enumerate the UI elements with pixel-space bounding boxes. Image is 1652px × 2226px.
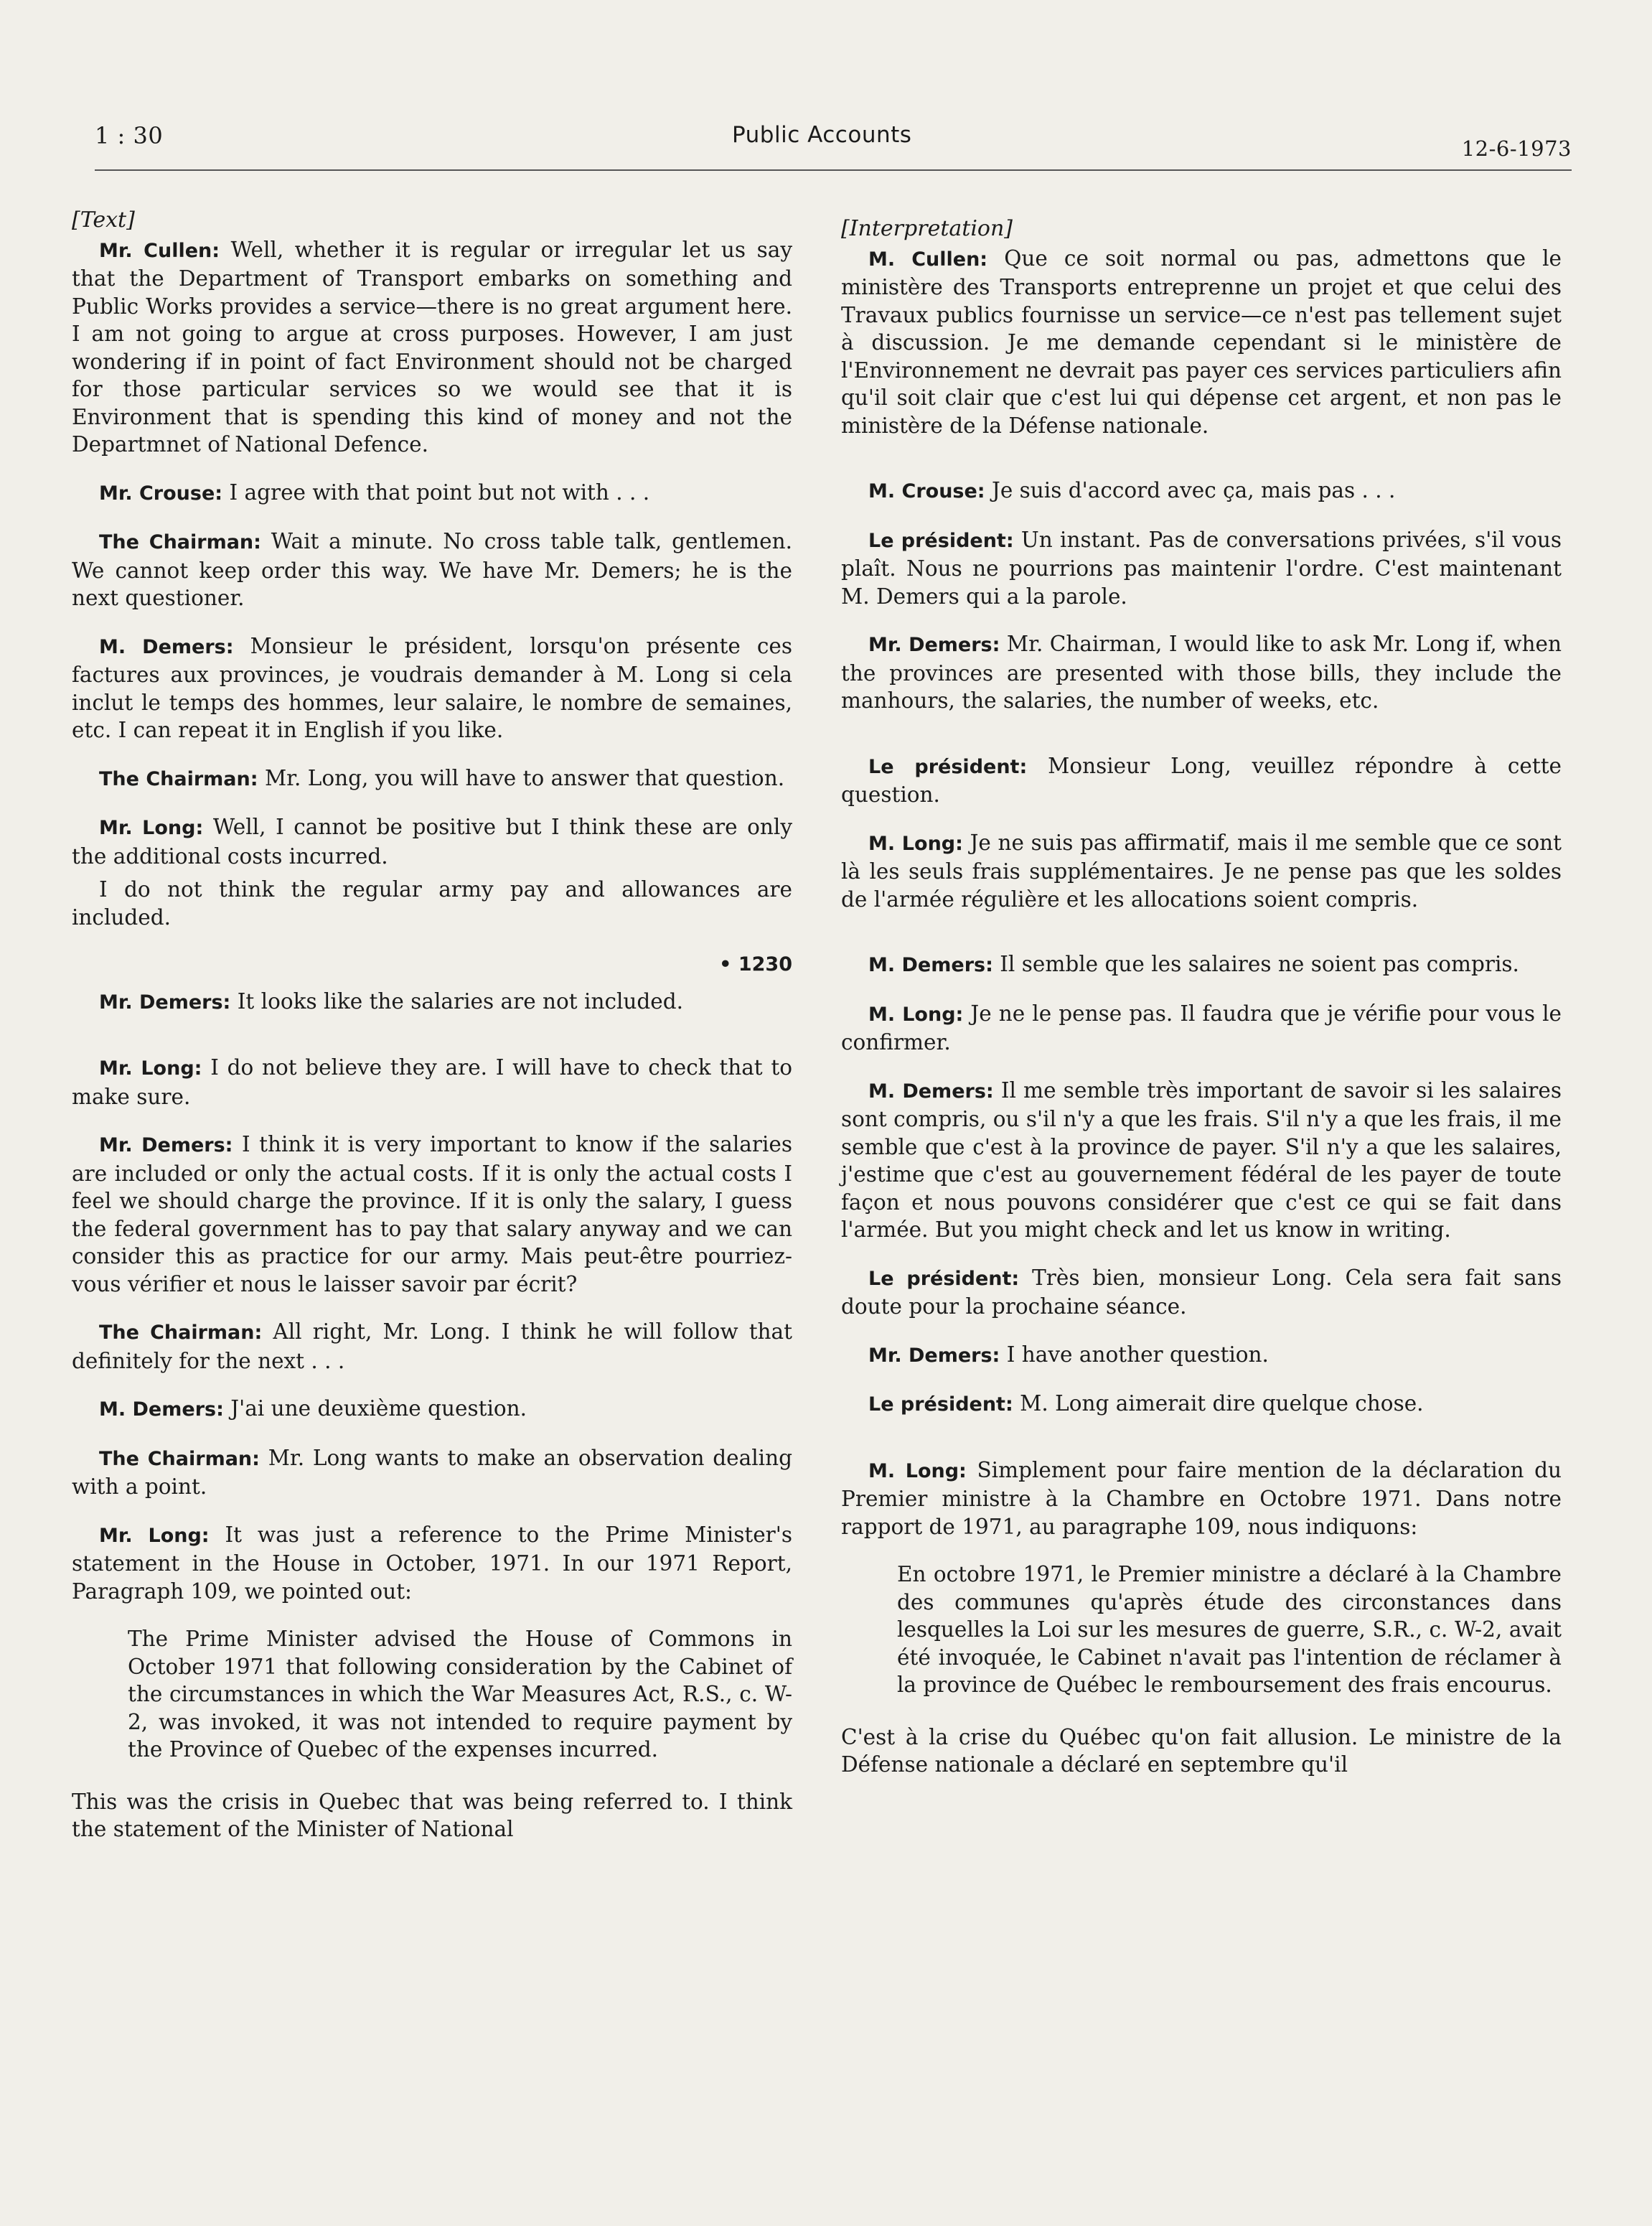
speech-paragraph xyxy=(72,1444,792,1501)
speech-paragraph xyxy=(72,236,792,459)
speech-paragraph xyxy=(841,1264,1562,1321)
speaker-name: M. Demers: xyxy=(99,635,234,658)
speech-text: Mr. Long wants to make an observation dealing with a point. xyxy=(72,1445,792,1499)
speech-text: I do not think the regular army pay and allowances are included. xyxy=(72,877,792,930)
speech-text: I do not believe they are. I will have to check that to make sure. xyxy=(72,1055,792,1109)
speech-paragraph xyxy=(72,1054,792,1110)
speaker-name: M. Long: xyxy=(868,1459,967,1482)
speech-paragraph xyxy=(72,1318,792,1375)
speech-text: Il semble que les salaires ne soient pas compris. xyxy=(1000,952,1519,976)
speaker-name: Mr. Long: xyxy=(99,1057,202,1080)
speech-text: It looks like the salaries are not included. xyxy=(237,988,684,1014)
speech-paragraph xyxy=(841,1456,1562,1541)
speaker-name: Mr. Demers: xyxy=(868,1344,1000,1367)
speaker-name: Le président: xyxy=(868,529,1014,552)
speech-text: I have another question. xyxy=(1006,1342,1269,1367)
speech-paragraph xyxy=(72,1395,792,1424)
speech-paragraph xyxy=(841,950,1562,980)
speech-text: Simplement pour faire mention de la déclaration du Premier ministre à la Chambre en Octobre 1971. Dans notre rapport de 1971, au paragraphe 109, nous indiquons: xyxy=(841,1457,1562,1539)
speech-text: Que ce soit normal ou pas, admettons que le ministère des Transports entreprenne un projet et que celui des Travaux publics fournisse un service—ce n'est pas tellement sujet à discussion. Je me demande cependant si le ministère de l'Environnement ne devrait pas payer ces services particuliers afin qu'il soit clair que c'est lui qui dépense cet argent, et non pas le ministère de la Défense nationale. xyxy=(841,245,1562,438)
speech-paragraph: C'est à la crise du Québec qu'on fait allusion. Le ministre de la Défense nationale a déclaré en septembre qu'il xyxy=(841,1724,1562,1777)
speech-paragraph xyxy=(841,1077,1562,1244)
speech-text: I agree with that point but not with . . . xyxy=(229,480,650,505)
speech-paragraph xyxy=(72,1521,792,1606)
speech-text: Je ne suis pas affirmatif, mais il me semble que ce sont là les seuls frais supplémentaires. Je ne pense pas que les soldes de l'armée régulière et les allocations soient compris. xyxy=(841,830,1562,912)
speech-text: I think it is very important to know if the salaries are included or only the actual costs. If it is only the actual costs I feel we should charge the province. If it is only the salary, I guess the federal government has to pay that salary anyway and we can consider this as practice for our army. Mais peut-être pourriez-vous vérifier et nous le laisser savoir par écrit? xyxy=(72,1132,792,1296)
speech-paragraph xyxy=(841,477,1562,506)
speech-text: Je suis d'accord avec ça, mais pas . . . xyxy=(992,478,1396,502)
speech-paragraph xyxy=(841,526,1562,611)
speaker-name: The Chairman: xyxy=(99,1322,263,1344)
speech-text: Well, whether it is regular or irregular let us say that the Department of Transport embarks on something and Public Works provides a service—there is no great argument here. I am not going to argue at cross purposes. However, I am just wondering if in point of fact Environment should not be charged for those particular services so we would see that it is Environment that is spending this kind of money and not the Departmnet of National Defence. xyxy=(72,237,792,457)
speech-paragraph xyxy=(72,764,792,794)
speech-text: Wait a minute. No cross table talk, gentlemen. We cannot keep order this way. We have Mr. Demers; he is the next questioner. xyxy=(72,529,792,610)
speech-text: Je ne le pense pas. Il faudra que je vérifie pour vous le confirmer. xyxy=(841,1001,1562,1054)
speaker-name: Mr. Demers: xyxy=(99,991,231,1014)
block-quote: En octobre 1971, le Premier ministre a déclaré à la Chambre des communes qu'après étude des circonstances dans lesquelles la Loi sur les mesures de guerre, S.R., c. W-2, avait été invoquée, le Cabinet n'avait pas l'intention de réclamer à la province de Québec le remboursement des frais encourus. xyxy=(897,1562,1562,1697)
speaker-name: M. Demers: xyxy=(868,1080,994,1103)
speaker-name: Mr. Demers: xyxy=(99,1134,233,1156)
speech-text: Monsieur le président, lorsqu'on présente ces factures aux provinces, je voudrais demander à M. Long si cela inclut le temps des hommes, leur salaire, le nombre de semaines, etc. I can repeat it in English if you like. xyxy=(72,633,792,742)
speech-text: Mr. Long, you will have to answer that question. xyxy=(264,765,785,790)
speech-text: Mr. Chairman, I would like to ask Mr. Long if, when the provinces are presented with those bills, they include the manhours, the salaries, the number of weeks, etc. xyxy=(841,632,1562,713)
page-date: 12-6-1973 xyxy=(1461,136,1572,161)
speaker-name: Mr. Demers: xyxy=(868,634,1000,656)
speaker-name: Le président: xyxy=(868,755,1028,778)
section-label: [Text] xyxy=(72,207,135,233)
time-marker: • 1230 xyxy=(72,951,792,979)
speech-paragraph xyxy=(841,630,1562,715)
speech-paragraph xyxy=(841,1000,1562,1057)
header-rule xyxy=(95,169,1572,171)
speaker-name: M. Cullen: xyxy=(868,248,988,271)
speaker-name: M. Long: xyxy=(868,832,963,855)
speech-text: Il me semble très important de savoir si les salaires sont compris, ou s'il n'y a que les frais. S'il n'y a que les frais, il me semble que c'est à la province de payer. S'il n'y a que les salaires, j'estime que c'est au gouvernement fédéral de les payer de toute façon et nous pouvons considérer que c'est ce qui se fait dans l'armée. But you might check and let us know in writing. xyxy=(841,1077,1562,1242)
speaker-name: M. Demers: xyxy=(868,954,993,976)
speaker-name: Mr. Cullen: xyxy=(99,239,220,262)
speech-paragraph xyxy=(72,876,792,931)
speech-paragraph: This was the crisis in Quebec that was being referred to. I think the statement of the Minister of National xyxy=(72,1789,792,1841)
speech-text: Monsieur Long, veuillez répondre à cette question. xyxy=(841,753,1562,807)
block-quote: The Prime Minister advised the House of Commons in October 1971 that following consideration by the Cabinet of the circumstances in which the War Measures Act, R.S., c. W-2, was invoked, it was not intended to require payment by the Province of Quebec of the expenses incurred. xyxy=(128,1627,792,1762)
speech-text: Très bien, monsieur Long. Cela sera fait sans doute pour la prochaine séance. xyxy=(841,1265,1562,1319)
running-title: Public Accounts xyxy=(732,122,912,148)
french-column xyxy=(841,215,1562,1799)
speech-paragraph xyxy=(72,632,792,744)
speech-paragraph xyxy=(72,988,792,1017)
speaker-name: M. Demers: xyxy=(99,1398,224,1421)
speaker-name: The Chairman: xyxy=(99,1447,260,1470)
speaker-name: The Chairman: xyxy=(99,531,261,553)
section-label: [Interpretation] xyxy=(841,216,1013,241)
speech-paragraph xyxy=(841,1390,1562,1419)
speech-paragraph xyxy=(841,1341,1562,1370)
speech-text: M. Long aimerait dire quelque chose. xyxy=(1020,1391,1424,1416)
speech-text: Un instant. Pas de conversations privées, s'il vous plaît. Nous ne pourrions pas maintenir l'ordre. C'est maintenant M. Demers qui a la parole. xyxy=(841,527,1562,609)
speech-text: J'ai une deuxième question. xyxy=(230,1396,527,1421)
speaker-name: Mr. Crouse: xyxy=(99,482,223,505)
page-number: 1 : 30 xyxy=(95,122,164,149)
speech-paragraph xyxy=(72,813,792,870)
speaker-name: M. Crouse: xyxy=(868,480,985,502)
speaker-name: Le président: xyxy=(868,1267,1020,1290)
speech-text: It was just a reference to the Prime Minister's statement in the House in October, 1971. In our 1971 Report, Paragraph 109, we pointed out: xyxy=(72,1522,793,1604)
speech-paragraph xyxy=(72,528,792,612)
speech-paragraph xyxy=(72,1131,792,1298)
speaker-name: Mr. Long: xyxy=(99,817,204,839)
speaker-name: Mr. Long: xyxy=(99,1524,210,1547)
speaker-name: The Chairman: xyxy=(99,767,258,790)
speech-paragraph xyxy=(841,752,1562,809)
speech-text: All right, Mr. Long. I think he will follow that definitely for the next . . . xyxy=(72,1319,792,1373)
speaker-name: Le président: xyxy=(868,1393,1013,1416)
speech-paragraph xyxy=(841,829,1562,914)
speech-paragraph xyxy=(72,479,792,508)
speech-paragraph xyxy=(841,245,1562,440)
speech-text: Well, I cannot be positive but I think these are only the additional costs incurred. xyxy=(72,815,793,869)
english-column xyxy=(72,207,792,1863)
speaker-name: M. Long: xyxy=(868,1003,964,1026)
